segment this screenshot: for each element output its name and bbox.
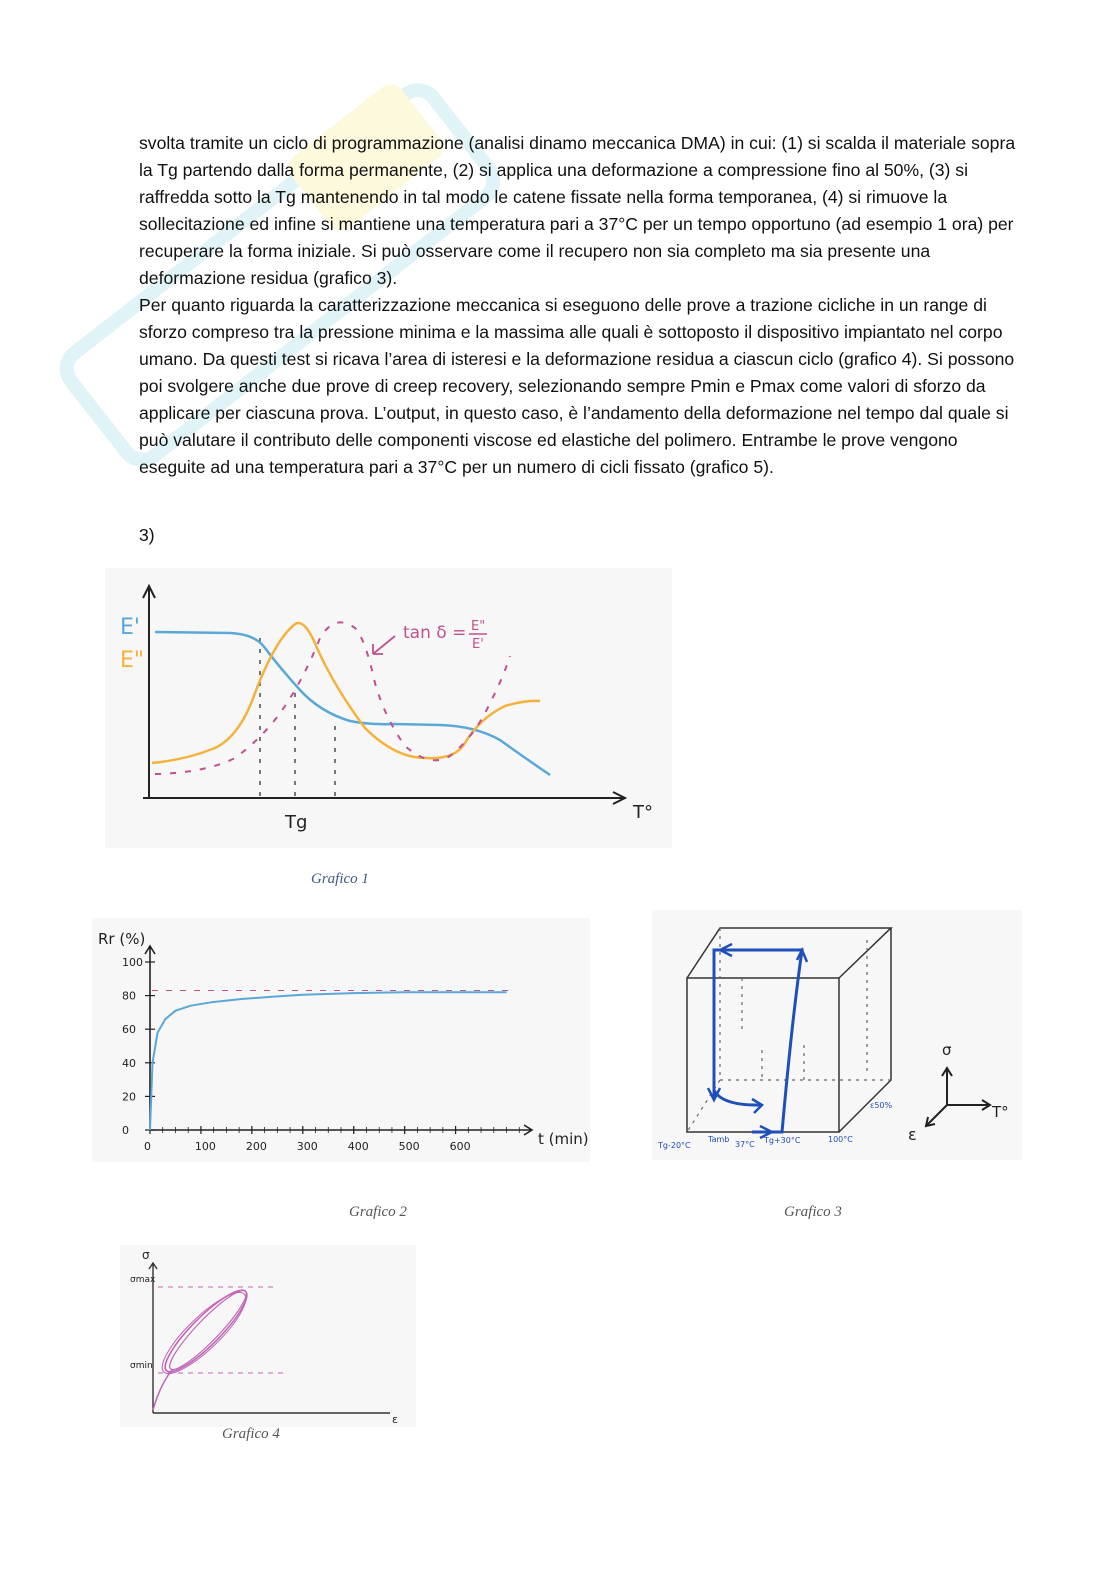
caption-grafico-3: Grafico 3: [784, 1204, 842, 1220]
g3-axis-sigma: [942, 1068, 952, 1105]
g2-y-tick-label: 0: [122, 1124, 129, 1137]
g4-hysteresis-loop-2: [163, 1284, 254, 1377]
g2-ylabel: Rr (%): [98, 930, 146, 948]
g2-y-tick-label: 80: [122, 989, 136, 1003]
grafico-1: [105, 568, 672, 848]
paragraph-1: svolta tramite un ciclo di programmazione (analisi dinamo meccanica DMA) in cui: (1) si scalda il materiale sopra la Tg partendo dalla forma permanente, (2) si applica una deformazione a compressione fino al 50%, (3) si raffredda sotto la Tg mantenendo in tal modo le catene fissate nella forma temporanea, (4) si rimuove la sollecitazione ed infine si mantiene una temperatura pari a 37°C per un tempo opportuno (ad esempio 1 ora) per recuperare la forma iniziale. Si può osservare come il recupero non sia completo ma sia presente una deformazione residua (grafico 3).: [139, 133, 1016, 288]
g4-hysteresis-loop-1: [157, 1282, 256, 1381]
g3-axis-temp: [947, 1100, 990, 1110]
g1-label-e-second: E": [120, 648, 145, 673]
g4-label-smin: σmin: [130, 1361, 153, 1371]
g2-y-tick-label: 20: [122, 1090, 136, 1104]
g1-label-tan-den: E': [472, 637, 484, 652]
g1-label-tg: Tg: [285, 812, 308, 833]
g3-side-label: ε50%: [870, 1101, 893, 1110]
g4-label-eps: ε: [392, 1413, 398, 1426]
g2-y-tick-label: 100: [122, 956, 143, 969]
g3-bottom-label-5: 100°C: [828, 1135, 853, 1144]
g2-x-tick-label: 400: [347, 1140, 369, 1153]
g1-x-axis: [143, 792, 625, 804]
g4-hysteresis-loop-3: [153, 1283, 256, 1384]
g2-x-tick-label: 500: [398, 1140, 420, 1153]
g1-label-tan-num: E": [471, 619, 486, 634]
g1-label-tan: tan δ =: [403, 623, 467, 643]
g2-x-tick-label: 0: [144, 1140, 151, 1153]
g4-loading-curve: [153, 1370, 172, 1410]
g3-bottom-label-1: Tg-20°C: [658, 1141, 691, 1150]
g2-y-axis: [145, 946, 155, 1130]
g1-curve-e-prime: [155, 632, 550, 775]
g2-y-tick-label: 40: [122, 1056, 136, 1070]
g4-label-sigma: σ: [142, 1248, 150, 1262]
g3-label-temperature: T°: [992, 1103, 1009, 1121]
g3-cube-hidden: [687, 928, 891, 1132]
g1-y-axis: [143, 586, 155, 798]
g2-x-tick-label: 100: [194, 1140, 216, 1153]
g3-cube-front: [687, 978, 839, 1132]
caption-grafico-2: Grafico 2: [349, 1204, 407, 1220]
g4-y-axis: [149, 1263, 157, 1413]
paragraph-2: Per quanto riguarda la caratterizzazione meccanica si eseguono delle prove a trazione cicliche in un range di sforzo compreso tra la pressione minima e la massima alle quali è sottoposto il dispositivo impiantato nel corpo umano. Da questi test si ricava l’area di isteresi e la deformazione residua a ciascun ciclo (grafico 4). Si possono poi svolgere anche due prove di creep recovery, selezionando sempre Pmin e Pmax come valori di sforzo da applicare per ciascuna prova. L’output, in questo caso, è l’andamento della deformazione nel tempo dal quale si può valutare il contributo delle componenti viscose ed elastiche del polimero. Entrambe le prove vengono eseguite ad una temperatura pari a 37°C per un numero di cicli fissato (grafico 5).: [139, 295, 1015, 477]
body-text: [139, 130, 1019, 481]
g3-axis-epsilon: [926, 1105, 947, 1126]
g3-bottom-label-2: Tamb: [708, 1135, 730, 1144]
caption-grafico-4: Grafico 4: [222, 1426, 280, 1442]
g2-xlabel: t (min): [538, 1130, 589, 1148]
g3-cube-top: [687, 928, 891, 978]
grafico-4: [120, 1245, 416, 1427]
section-label: 3): [139, 525, 155, 545]
g2-x-tick-label: 600: [449, 1140, 471, 1153]
grafico-2: [92, 918, 590, 1162]
g3-bottom-label-3: 37°C: [735, 1140, 755, 1149]
g3-label-epsilon: ε: [908, 1125, 917, 1144]
g2-x-tick-label: 300: [296, 1140, 318, 1153]
g1-label-x: T°: [633, 802, 653, 823]
caption-grafico-1: Grafico 1: [311, 871, 369, 887]
g4-label-smax: σmax: [130, 1275, 156, 1285]
g3-bottom-label-4: Tg+30°C: [764, 1136, 801, 1145]
g1-tan-arrow: [373, 636, 395, 654]
g2-x-tick-label: 200: [245, 1140, 267, 1153]
g3-label-sigma: σ: [942, 1041, 952, 1059]
g2-series-line: [150, 992, 507, 1130]
g2-y-tick-label: 60: [122, 1023, 136, 1037]
g1-label-e-prime: E': [120, 615, 140, 640]
grafico-3: [652, 910, 1022, 1160]
